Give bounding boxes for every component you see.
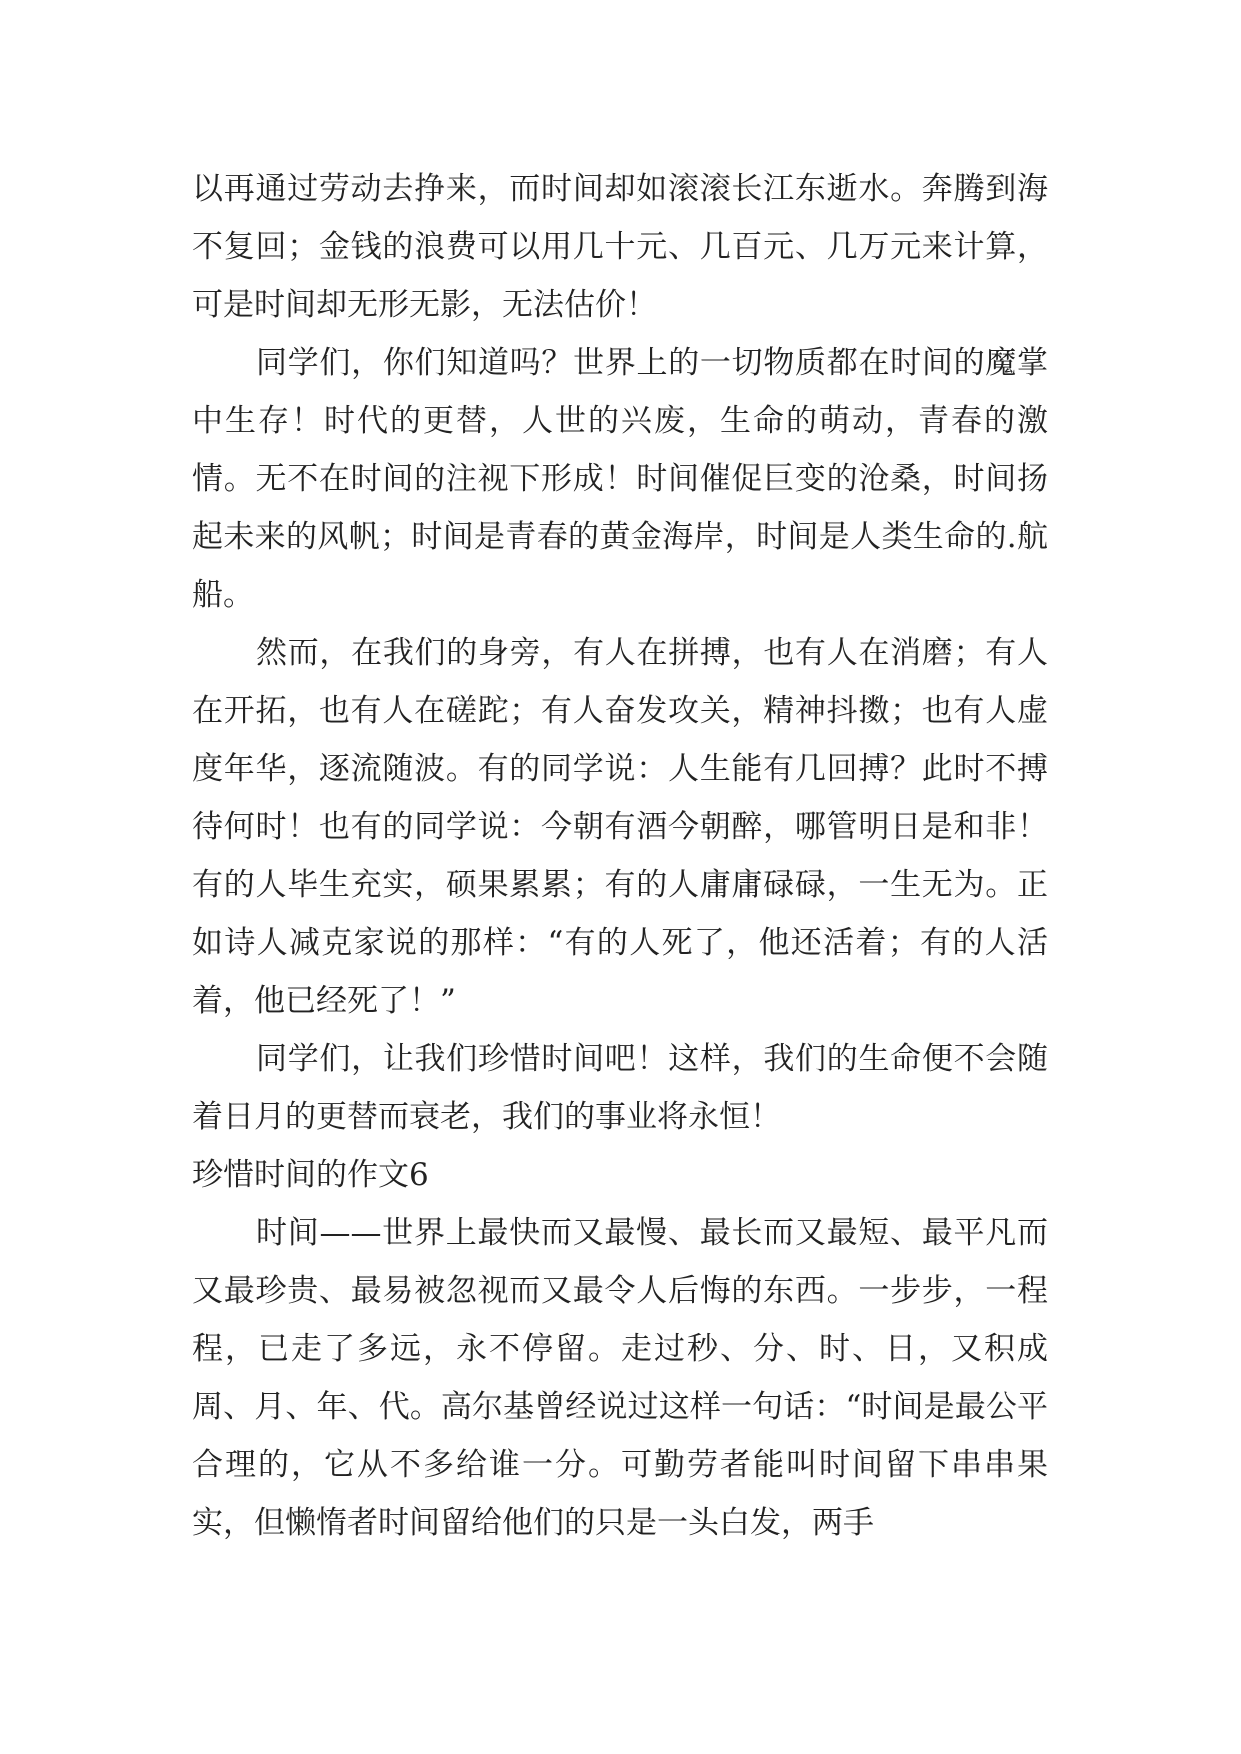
paragraph: 同学们，你们知道吗？世界上的一切物质都在时间的魔掌中生存！时代的更替，人世的兴废，生命的萌动，青春的激情。无不在时间的注视下形成！时间催促巨变的沧桑，时间扬起未来的风帆；时间是青春的黄金海岸，时间是人类生命的.航船。 — [192, 345, 1048, 613]
paragraph: 时间——世界上最快而又最慢、最长而又最短、最平凡而又最珍贵、最易被忽视而又最令人后悔的东西。一步步，一程程，已走了多远，永不停留。走过秒、分、时、日，又积成周、月、年、代。高尔基曾经说过这样一句话：“时间是最公平合理的，它从不多给谁一分。可勤劳者能叫时间留下串串果实，但懒惰者时间留给他们的只是一头白发，两手 — [192, 1215, 1048, 1541]
paragraph: 同学们，让我们珍惜时间吧！这样，我们的生命便不会随着日月的更替而衰老，我们的事业将永恒！ — [192, 1041, 1048, 1135]
section-title: 珍惜时间的作文6 — [192, 1157, 429, 1193]
document-body — [192, 160, 1048, 1552]
paragraph: 然而，在我们的身旁，有人在拼搏，也有人在消磨；有人在开拓，也有人在磋跎；有人奋发攻关，精神抖擞；也有人虚度年华，逐流随波。有的同学说：人生能有几回搏？此时不搏待何时！也有的同学说：今朝有酒今朝醉，哪管明日是和非！有的人毕生充实，硕果累累；有的人庸庸碌碌，一生无为。正如诗人减克家说的那样：“有的人死了，他还活着；有的人活着，他已经死了！” — [192, 635, 1048, 1019]
paragraph-continued: 以再通过劳动去挣来，而时间却如滚滚长江东逝水。奔腾到海不复回；金钱的浪费可以用几十元、几百元、几万元来计算，可是时间却无形无影，无法估价！ — [192, 171, 1048, 323]
